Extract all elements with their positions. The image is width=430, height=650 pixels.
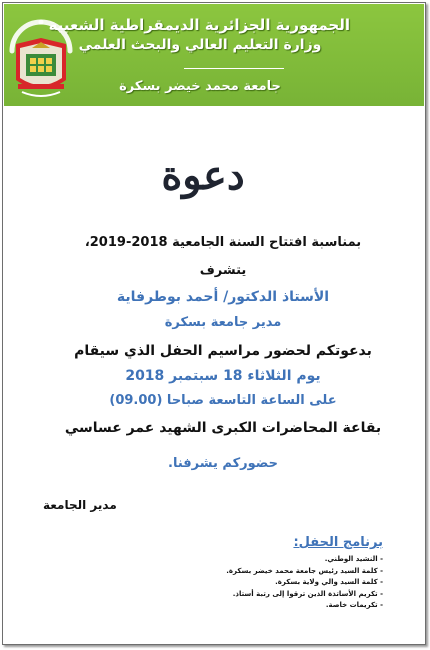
republic-name: الجمهورية الجزائرية الديمقراطية الشعبية [48, 16, 350, 34]
header-divider [184, 68, 284, 69]
occasion-text: بمناسبة افتتاح السنة الجامعية 2018-2019، [84, 235, 362, 250]
university-emblem-icon [8, 18, 74, 102]
list-item: - كلمة السيد رئيس جامعة محمد خيضر بسكرة. [143, 566, 383, 578]
professor-name: الأستاذ الدكتور/ أحمد بوطرفاية [116, 289, 330, 305]
university-name: جامعة محمد خيضر بسكرة [119, 79, 281, 94]
venue-text: بقاعة المحاضرات الكبرى الشهيد عمر عساسي [64, 420, 382, 436]
title-text: دعوة [161, 153, 245, 199]
program-title: برنامج الحفل: [293, 535, 383, 550]
invitation-text: بدعوتكم لحضور مراسيم الحفل الذي سيقام [74, 343, 372, 359]
date-text: يوم الثلاثاء 18 سبتمبر 2018 [125, 368, 321, 384]
list-item: - تكريم الأساتذة الذين ترقوا إلى رتبة أستاذ. [143, 589, 383, 601]
invitation-card [2, 2, 426, 645]
position-text: مدير جامعة بسكرة [164, 315, 282, 330]
list-item: - النشيد الوطني. [143, 554, 383, 566]
ministry-name: وزارة التعليم العالي والبحث العلمي [78, 37, 322, 53]
honored-text: يتشرف [199, 263, 247, 278]
list-item: - تكريمات خاصة. [143, 600, 383, 612]
time-text: على الساعة التاسعة صباحا (09.00) [109, 393, 337, 408]
list-item: - كلمة السيد والي ولاية بسكرة. [143, 577, 383, 589]
header-banner [4, 4, 424, 106]
program-list [143, 554, 383, 612]
invitation-title [143, 153, 263, 203]
signature-text: مدير الجامعة [43, 498, 117, 512]
closing-text: حضوركم يشرفنا. [168, 456, 278, 471]
